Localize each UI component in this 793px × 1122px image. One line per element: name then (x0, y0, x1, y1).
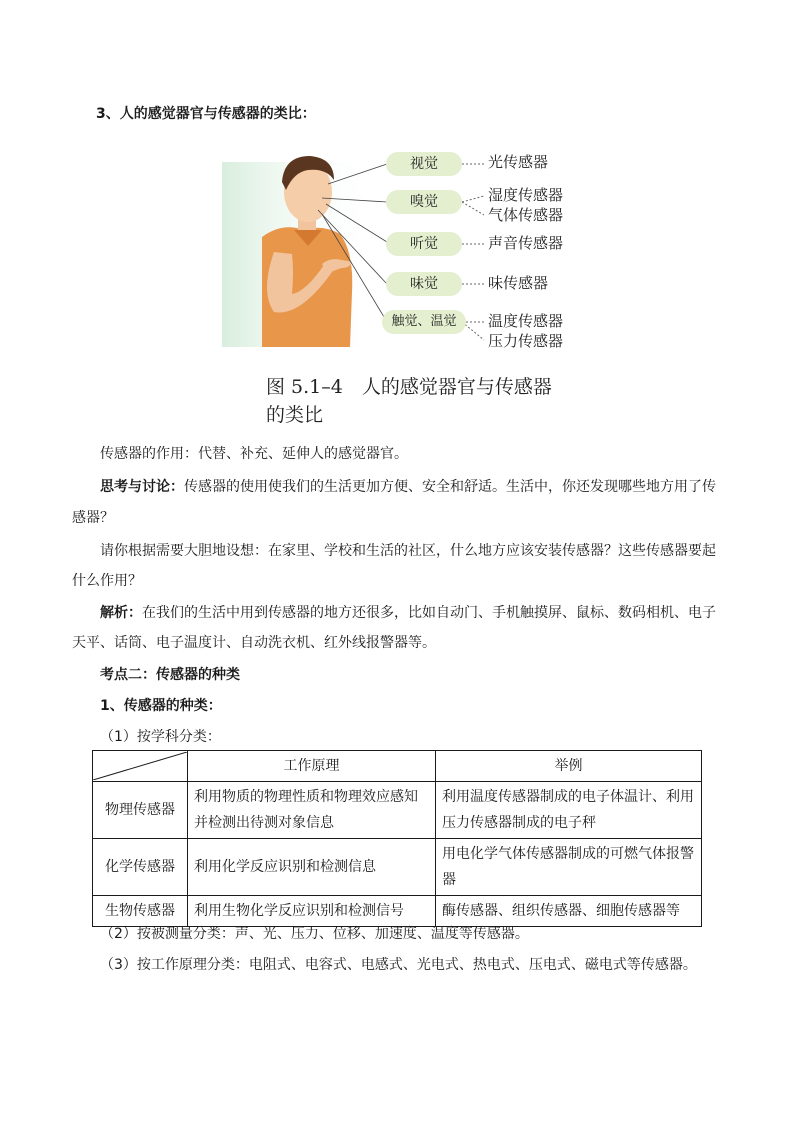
think-discuss-line2: 感器？ (72, 510, 114, 526)
think-discuss-line1 (100, 477, 760, 497)
sensor-label-gas: 气体传感器 (488, 206, 564, 224)
row-example-line: 酶传感器、组织传感器、细胞传感器等 (442, 903, 680, 919)
sensor-label-taste: 味传感器 (488, 274, 549, 292)
think-discuss-label: 思考与讨论： (100, 479, 184, 495)
think-discuss-text1: 传感器的使用使我们的生活更加方便、安全和舒适。生活中，你还发现哪些地方用了传 (184, 479, 716, 495)
row-example-line: 用电化学气体传感器制成的可燃气体报警 (442, 846, 694, 862)
row-example (436, 782, 702, 839)
by-measure-text: （2）按被测量分类：声、光、压力、位移、加速度、温度等传感器。 (100, 926, 529, 942)
table-header-row (93, 751, 702, 782)
analysis-line2: 天平、话筒、电子温度计、自动洗衣机、红外线报警器等。 (72, 635, 436, 651)
sensor-label-temperature: 温度传感器 (488, 312, 564, 330)
sensor-classification-table (92, 750, 702, 927)
header-example: 举例 (436, 751, 702, 782)
row-example-line: 器 (442, 872, 456, 888)
row-principle-line: 利用生物化学反应识别和检测信号 (194, 903, 404, 919)
by-subject-heading: （1）按学科分类： (100, 729, 221, 745)
section-3-title: 3、人的感觉器官与传感器的类比： (96, 106, 316, 122)
row-principle-line: 利用化学反应识别和检测信息 (194, 859, 376, 875)
sensor-label-sound: 声音传感器 (488, 234, 564, 252)
table-row (93, 782, 702, 839)
imagine-line1: 请你根据需要大胆地设想：在家里、学校和生活的社区，什么地方应该安装传感器？这些传感器要起 (100, 543, 716, 559)
row-name: 物理传感器 (93, 782, 188, 839)
row-principle (188, 839, 436, 896)
table-row (93, 896, 702, 927)
sense-sensor-figure (222, 142, 582, 350)
header-principle: 工作原理 (188, 751, 436, 782)
leader-humidity (462, 196, 484, 202)
leader-gas (462, 202, 484, 215)
row-principle (188, 782, 436, 839)
sensor-label-light: 光传感器 (488, 153, 549, 171)
imagine-line2: 什么作用？ (72, 573, 142, 589)
analysis-line1 (100, 603, 760, 623)
row-name: 化学传感器 (93, 839, 188, 896)
analysis-text1: 在我们的生活中用到传感器的地方还很多，比如自动门、手机触摸屏、鼠标、数码相机、电子 (142, 605, 716, 621)
sense-box-hearing: 听觉 (386, 232, 462, 256)
row-principle-line: 并检测出待测对象信息 (194, 815, 334, 831)
row-example-line: 利用温度传感器制成的电子体温计、利用 (442, 789, 694, 805)
diagonal-line (93, 752, 187, 780)
sensor-label-pressure: 压力传感器 (488, 332, 564, 350)
analysis-label: 解析： (100, 605, 142, 621)
figure-caption-line1: 图 5.1–4 人的感觉器官与传感器 (266, 376, 552, 398)
sense-box-touch: 触觉、温觉 (382, 310, 466, 334)
sensor-role-text: 传感器的作用：代替、补充、延伸人的感觉器官。 (100, 446, 408, 462)
figure-caption-line2: 的类比 (266, 404, 324, 426)
sensor-label-humidity: 湿度传感器 (488, 186, 564, 204)
kinds-title: 1、传感器的种类： (100, 698, 222, 714)
row-example (436, 896, 702, 927)
table-corner-cell (93, 751, 188, 782)
sense-box-vision: 视觉 (386, 152, 462, 176)
by-principle-text: （3）按工作原理分类：电阻式、电容式、电感式、光电式、热电式、压电式、磁电式等传感器。 (100, 957, 697, 973)
table-row (93, 839, 702, 896)
row-name: 生物传感器 (93, 896, 188, 927)
kaodian2-heading: 考点二：传感器的种类 (100, 667, 240, 683)
row-principle (188, 896, 436, 927)
sense-box-smell: 嗅觉 (386, 190, 462, 214)
row-example (436, 839, 702, 896)
sense-box-taste: 味觉 (386, 272, 462, 296)
row-principle-line: 利用物质的物理性质和物理效应感知 (194, 789, 418, 805)
row-example-line: 压力传感器制成的电子秤 (442, 815, 596, 831)
